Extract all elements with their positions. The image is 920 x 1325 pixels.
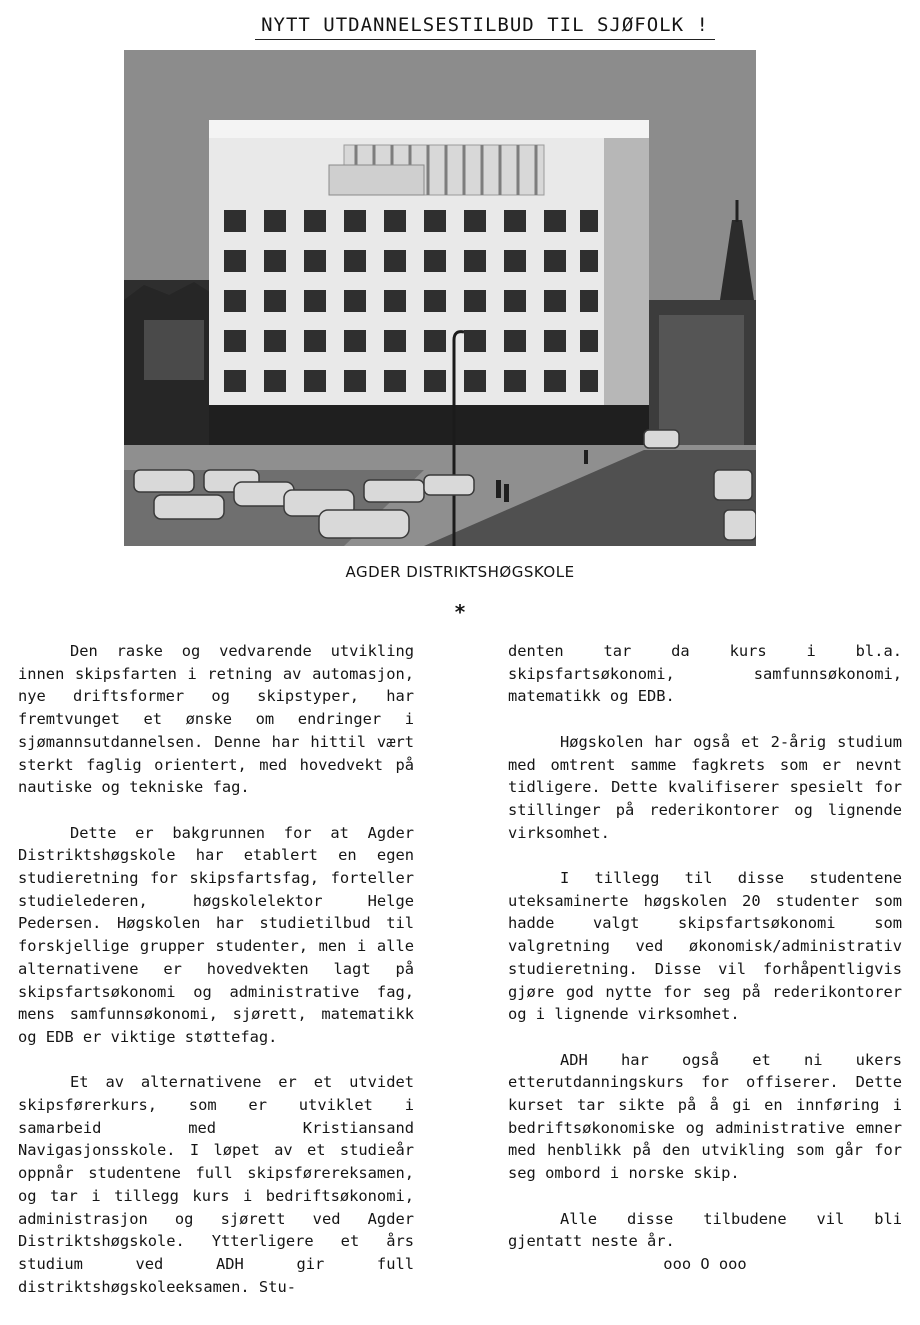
paragraph: ADH har også et ni ukers etterutdanningskurs for offiserer. Dette kurset tar sikte på å gi en innføring i bedriftsøkonomiske og administrative emner med henblikk på den utvikling som går for seg ombord i norske skip. xyxy=(508,1050,902,1183)
article-column-right xyxy=(508,640,902,1276)
article-column-left xyxy=(18,640,414,1321)
building-photo xyxy=(124,50,756,546)
photo-caption: AGDER DISTRIKTSHØGSKOLE xyxy=(345,563,575,581)
section-divider-asterisk: * xyxy=(453,600,467,624)
paragraph: Høgskolen har også et 2-årig studium med omtrent samme fagkrets som er nevnt tidligere. Dette kvalifiserer spesielt for stillinger på rederikontorer og lignende virksomhet. xyxy=(508,732,902,842)
paragraph: denten tar da kurs i bl.a. skipsfartsøkonomi, samfunnsøkonomi, matematikk og EDB. xyxy=(508,642,902,706)
article-headline: NYTT UTDANNELSESTILBUD TIL SJØFOLK ! xyxy=(255,14,715,40)
paragraph: Alle disse tilbudene vil bli gjentatt neste år. xyxy=(508,1209,902,1251)
paragraph: Den raske og vedvarende utvikling innen skipsfarten i retning av automasjon, nye driftsformer og skipstyper, har fremtvunget et ønske om endringer i sjømannsutdannelsen. Denne har hittil vært sterkt faglig orientert, med hovedvekt på nautiske og tekniske fag. xyxy=(18,642,414,797)
end-mark: ooo O ooo xyxy=(663,1254,747,1273)
paragraph: Et av alternativene er et utvidet skipsførerkurs, som er utviklet i samarbeid med Kristiansand Navigasjonsskole. I løpet av et studieår oppnår studentene full skipsførereksamen, og tar i tillegg kurs i bedriftsøkonomi, administrasjon og sjørett ved Agder Distriktshøgskole. Ytterligere et års studium ved ADH gir full distriktshøgskoleeksamen. Stu- xyxy=(18,1073,414,1296)
paragraph: Dette er bakgrunnen for at Agder Distriktshøgskole har etablert en egen studieretning for skipsfartsfag, forteller studielederen, høgskolelektor Helge Pedersen. Høgskolen har studietilbud til forskjellige grupper studenter, men i alle alternativene er hovedvekten lagt på skipsfartsøkonomi og administrative fag, mens samfunnsøkonomi, sjørett, matematikk og EDB er viktige støttefag. xyxy=(18,823,414,1046)
paragraph: I tillegg til disse studentene uteksaminerte høgskolen 20 studenter som hadde valgt skipsfartsøkonomi som valgretning ved økonomisk/administrativ studieretning. Disse vil forhåpentligvis gjøre god nytte for seg på rederikontorer og i lignende virksomhet. xyxy=(508,869,902,1024)
